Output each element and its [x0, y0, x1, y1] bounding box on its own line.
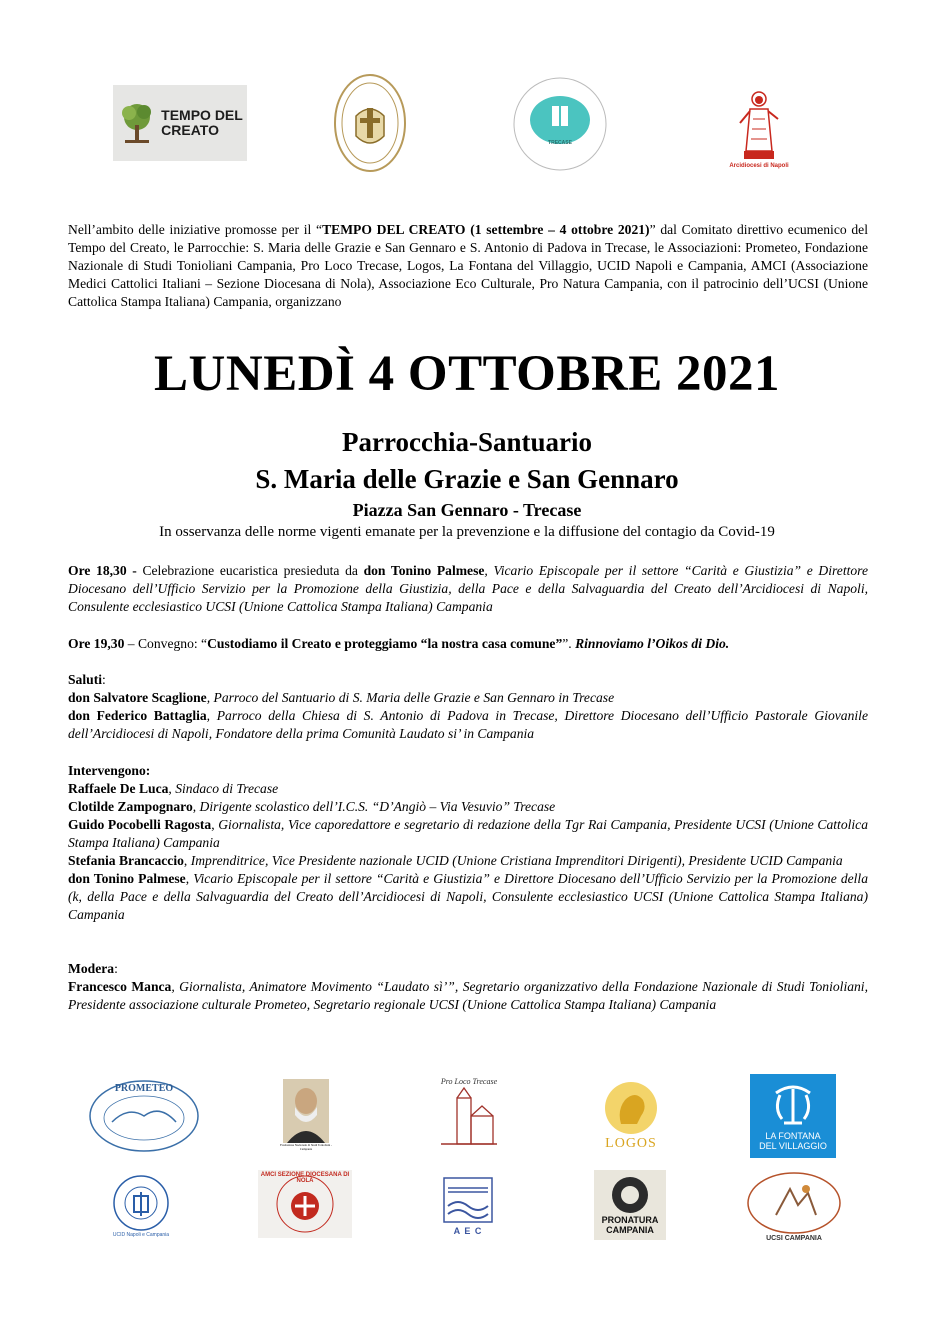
speaker-role: Imprenditrice, Vice Presidente nazionale UCID (Unione Cristiana Imprenditori Dirigenti), Presidente UCID Campania — [190, 853, 843, 868]
ucsi-caption: UCSI CAMPANIA — [766, 1234, 822, 1242]
speaker-role: Dirigente scolastico dell’I.C.S. “D’Angiò – Via Vesuvio” Trecase — [199, 799, 556, 814]
intro-event-name: TEMPO DEL CREATO (1 settembre – 4 ottobre 2021) — [322, 222, 650, 237]
speaker-name: Stefania Brancaccio — [68, 853, 184, 868]
padova-logo-caption: TRECASE — [548, 140, 572, 146]
mass-text: Celebrazione eucaristica presieduta da — [136, 563, 364, 578]
conference-subtitle: Rinnoviamo l’Oikos di Dio. — [575, 636, 730, 651]
conference-title: Custodiamo il Creato e proteggiamo “la nostra casa comune” — [207, 636, 563, 651]
intervengono-item — [68, 816, 868, 852]
fontana-label-2: DEL VILLAGGIO — [759, 1141, 827, 1151]
saluti-heading: Saluti — [68, 672, 102, 687]
tempo-del-creato-logo — [113, 85, 247, 161]
toniolo-portrait-logo — [280, 1075, 332, 1155]
mass-celebrant: don Tonino Palmese — [363, 563, 485, 578]
pronatura-mark-icon — [600, 1175, 660, 1215]
tempo-logo-line2: CREATO — [161, 122, 219, 138]
church-icon — [437, 1086, 501, 1156]
intro-text-2: ” dal Comitato direttivo ecumenico del Tempo del Creato, le Parrocchie: S. Maria delle Grazie e San Gennaro e S. Antonio di Padova in Trecase, le Associazioni: Prometeo, Fondazione Nazionale di Studi Tonioliani Campania, Pro Loco Trecase, Logos, La Fontana del Villaggio, UCID Napoli e Campania, AMCI (Associazione Medici Cattolici Italiani – Sezione Diocesana di Nola), Associazione Eco Culturale, Pro Natura Campania, con il patrocinio dell’UCSI (Unione Cattolica Stampa Italiana) Campania, organizzano — [68, 222, 868, 309]
seal-icon — [332, 72, 408, 174]
conference-text: – Convegno: “ — [124, 636, 208, 651]
venue-line-2: S. Maria delle Grazie e San Gennaro — [255, 464, 679, 494]
conference-block — [68, 635, 868, 653]
santantonio-padova-logo — [512, 76, 608, 172]
proloco-trecase-logo — [433, 1074, 505, 1158]
modera-colon: : — [114, 961, 118, 976]
saluti-item — [68, 707, 868, 743]
conference-time: Ore 19,30 — [68, 636, 125, 651]
amci-caption: AMCI SEZIONE DIOCESANA DI NOLA — [260, 1172, 350, 1184]
prometeo-label: PROMETEO — [114, 1083, 174, 1094]
intro-text-1: Nell’ambito delle iniziative promosse per il “ — [68, 222, 323, 237]
speaker-sep: , — [185, 871, 194, 886]
tempo-logo-line1: TEMPO DEL — [161, 107, 243, 123]
aec-emblem-icon — [438, 1174, 498, 1226]
ucsi-seal-icon — [746, 1171, 842, 1235]
speaker-role: Vicario Episcopale per il settore “Carità e Giustizia” e Direttore Diocesano dell’Ufficio Servizio per la Promozione della (k, della Pace e della Salvaguardia del Creato dell’Arcidiocesi di Napoli, Consulente ecclesiastico UCSI (Unione Cattolica Stampa Italiana) Campania — [68, 871, 869, 922]
speaker-sep: , — [211, 817, 219, 832]
saluti-colon: : — [102, 672, 106, 687]
covid-note: In osservanza delle norme vigenti emanate per la prevenzione e la diffusione del contagio da Covid-19 — [159, 524, 775, 540]
speaker-name: don Tonino Palmese — [68, 871, 186, 886]
speaker-role: Giornalista, Vice caporedattore e segretario di redazione della Tgr Rai Campania, Presidente UCSI (Unione Cattolica Stampa Italiana) Campania — [68, 817, 869, 850]
aec-logo — [436, 1170, 500, 1240]
mass-block — [68, 562, 868, 616]
pronatura-label-1: PRONATURA — [601, 1215, 659, 1225]
pronatura-campania-logo — [594, 1170, 666, 1240]
venue-line-1: Parrocchia-Santuario — [342, 427, 592, 457]
pronatura-label-2: CAMPANIA — [606, 1225, 654, 1235]
fontana-villaggio-logo — [750, 1074, 836, 1158]
saluti-block — [68, 671, 868, 743]
speaker-name: Clotilde Zampognaro — [68, 799, 193, 814]
modera-heading: Modera — [68, 961, 115, 976]
speaker-sep: , — [168, 781, 176, 796]
moderator-item — [68, 978, 868, 1014]
profile-head-icon — [603, 1080, 659, 1136]
speaker-sep: , — [192, 799, 200, 814]
intervengono-item — [68, 870, 868, 924]
intervengono-heading: Intervengono: — [68, 763, 151, 778]
speaker-name: don Federico Battaglia — [68, 708, 207, 723]
speaker-sep: , — [183, 853, 191, 868]
venue-address: Piazza San Gennaro - Trecase — [352, 500, 582, 520]
speaker-name: don Salvatore Scaglione — [68, 690, 207, 705]
speaker-role: , Parroco della Chiesa di S. Antonio di Padova in Trecase, Direttore Diocesano dell’Ufficio Pastorale Giovanile dell’Arcidiocesi di Napoli, Fondatore della prima Comunità Laudato si’ in Campania — [68, 708, 868, 741]
speaker-name: Francesco Manca — [68, 979, 172, 994]
ucid-logo — [108, 1168, 174, 1244]
modera-block — [68, 960, 868, 1014]
intervengono-item — [68, 798, 868, 816]
speaker-role: , Parroco del Santuario di S. Maria delle Grazie e San Gennaro in Trecase — [206, 690, 615, 705]
parish-seal-logo — [332, 72, 408, 174]
napoli-logo-caption: Arcidiocesi di Napoli — [729, 163, 789, 169]
intervengono-item — [68, 780, 868, 798]
logos-label: LOGOS — [605, 1136, 657, 1151]
ucid-caption: UCID Napoli e Campania — [112, 1232, 170, 1238]
mass-time: Ore 18,30 - — [68, 563, 137, 578]
speaker-role: , Giornalista, Animatore Movimento “Laudato sì’”, Segretario organizzativo della Fondazione Nazionale di Studi Tonioliani, Presidente associazione culturale Prometeo, Segretario regionale UCSI (Unione Cattolica Stampa Italiana) Campania — [68, 979, 868, 1012]
prometeo-logo — [88, 1076, 200, 1154]
ucid-seal-icon — [112, 1174, 170, 1232]
mass-celebrant-role: , Vicario Episcopale per il settore “Carità e Giustizia” e Direttore Diocesano dell’Ufficio Servizio per la Promozione della Giustizia, della Pace e della Salvaguardia del Creato dell’Arcidiocesi di Napoli, Consulente ecclesiastico UCSI (Unione Cattolica Stampa Italiana) Campania — [68, 563, 868, 614]
aec-label: A E C — [453, 1226, 483, 1236]
intro-paragraph — [68, 221, 868, 311]
ucsi-campania-logo — [744, 1166, 844, 1246]
amci-nola-logo — [258, 1170, 352, 1238]
speaker-name: Raffaele De Luca — [68, 781, 169, 796]
padova-seal-icon — [512, 76, 608, 172]
saint-figure-icon — [736, 89, 782, 163]
fontana-label-1: LA FONTANA — [765, 1131, 821, 1141]
proloco-label: Pro Loco Trecase — [440, 1076, 498, 1086]
arcidiocesi-napoli-logo — [722, 82, 796, 176]
intervengono-block — [68, 762, 868, 924]
portrait-icon — [283, 1079, 329, 1143]
conference-end: ”. — [562, 636, 576, 651]
saluti-item — [68, 689, 868, 707]
date-title: LUNEDÌ 4 OTTOBRE 2021 — [154, 346, 780, 402]
speaker-name: Guido Pocobelli Ragosta — [68, 817, 212, 832]
fountain-icon — [768, 1081, 818, 1131]
intervengono-item — [68, 852, 868, 870]
toniolo-caption: Fondazione Nazionale di Studi Tonioliani - Campania — [280, 1143, 332, 1151]
speaker-role: Sindaco di Trecase — [175, 781, 279, 796]
tree-icon — [117, 101, 157, 145]
logos-logo — [600, 1074, 662, 1158]
